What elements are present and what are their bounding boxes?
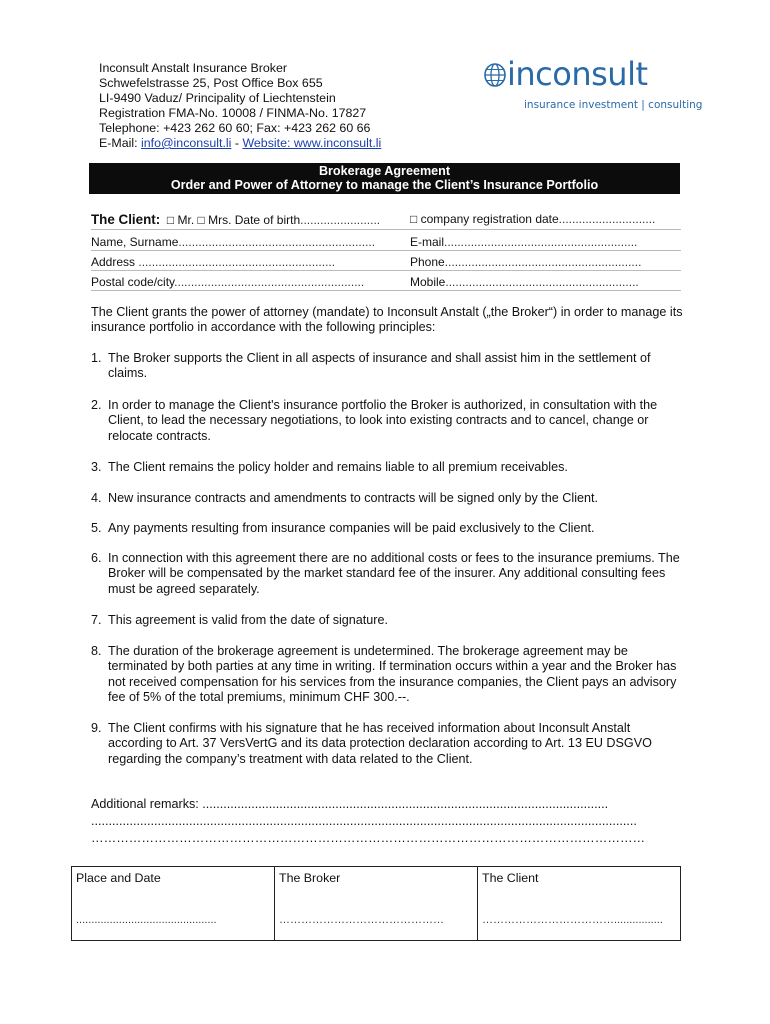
banner-title: Brokerage Agreement <box>318 164 451 178</box>
principle-item: 1. The Broker supports the Client in all aspects of insurance and shall assist him in the settlement of claims. <box>91 351 651 381</box>
client-label: The Client <box>91 212 156 227</box>
email-link[interactable]: info@inconsult.li <box>141 136 232 150</box>
signature-table <box>71 866 681 941</box>
phone-field[interactable]: ........................................................... <box>444 255 642 269</box>
name-row: Name, Surname........................................................... E-mail.......................................................... <box>91 235 638 249</box>
mrs-checkbox[interactable]: □ <box>197 213 205 227</box>
place-date-field[interactable]: .............................................. <box>76 914 217 926</box>
address-line: Schwefelstrasse 25, Post Office Box 655 <box>99 76 323 90</box>
broker-address-block <box>99 61 381 151</box>
principle-item: 7. This agreement is valid from the date of signature. <box>91 613 389 627</box>
mr-checkbox[interactable]: □ <box>163 213 175 227</box>
mobile-field[interactable]: .......................................................... <box>445 275 639 289</box>
email-field[interactable]: .......................................................... <box>444 235 638 249</box>
principle-item: 5. Any payments resulting from insurance companies will be paid exclusively to the Client. <box>91 521 595 535</box>
principle-item: 6. In connection with this agreement there are no additional costs or fees to the insurance premiums. The Broker will be compensated by the market standard fee of the insurer. Any additional consulting fees must be agreed separately. <box>91 551 680 596</box>
divider <box>91 270 681 271</box>
principle-item: 2. In order to manage the Client's insurance portfolio the Broker is authorized, in consultation with the Client, to lead the necessary negotiations, to look into existing contracts and to cancel, change or relocate contracts. <box>91 398 658 443</box>
contact-line: E-Mail: info@inconsult.li - Website: www.inconsult.li <box>99 136 382 150</box>
principle-item: 9. The Client confirms with his signature that he has received information about Inconsult Anstalt according to Art. 37 VersVertG and its data protection declaration according to Art. 13 EU DSGVO regarding the company’s treatment with data related to the Client. <box>91 721 652 766</box>
website-link[interactable]: Website: www.inconsult.li <box>242 136 382 150</box>
principle-item: 4. New insurance contracts and amendments to contracts will be signed only by the Client. <box>91 491 599 505</box>
postal-field[interactable]: ......................................................... <box>174 275 365 289</box>
dob-field[interactable]: ........................ <box>300 213 381 227</box>
intro-paragraph: The Client grants the power of attorney (mandate) to Inconsult Anstalt („the Broker“) in order to manage its insurance portfolio in accordance with the following principles: <box>91 305 683 335</box>
agreement-body <box>91 305 686 766</box>
globe-icon <box>484 63 506 87</box>
banner-subtitle: Order and Power of Attorney to manage the Client’s Insurance Portfolio <box>170 178 599 192</box>
client-row: The Client: □ Mr. □ Mrs. Date of birth........................ □ company registration date............................. <box>91 212 656 227</box>
inconsult-logo <box>484 55 703 115</box>
address-line: Inconsult Anstalt Insurance Broker <box>99 61 288 75</box>
address-line: LI-9490 Vaduz/ Principality of Liechtenstein <box>99 91 336 105</box>
divider <box>91 290 681 291</box>
principle-item: 3. The Client remains the policy holder and remains liable to all premium receivables. <box>91 460 568 474</box>
agreement-title-banner <box>89 163 680 194</box>
address-line: Telephone: +423 262 60 60; Fax: +423 262 60 66 <box>99 121 371 135</box>
name-field[interactable]: ........................................................... <box>178 235 376 249</box>
principle-item: 8. The duration of the brokerage agreement is undetermined. The brokerage agreement may be terminated by both parties at any time in writing. If termination occurs within a year and the Broker has not received compensation for his services from the insurance companies, the Client pays an advisory fee of 5% of the total premiums, minimum CHF 300.--. <box>91 644 677 705</box>
client-signature-field[interactable]: ………………………………................ <box>482 914 663 926</box>
address-line: Registration FMA-No. 10008 / FINMA-No. 17827 <box>99 106 367 120</box>
remarks-field[interactable]: ............................................................................................................................................................ <box>91 814 637 828</box>
company-date-field[interactable]: ............................. <box>558 212 656 226</box>
divider <box>91 250 681 251</box>
broker-signature-field[interactable]: ……………………………………… <box>279 914 444 926</box>
client-signature-cell: The Client ………………………………................ <box>478 867 681 941</box>
remarks-field[interactable]: .................................................................................................................... <box>202 797 609 811</box>
additional-remarks <box>91 796 681 847</box>
logo-tagline: insurance investment | consulting <box>524 99 703 111</box>
remarks-label: Additional remarks: <box>91 797 203 811</box>
postal-row: Postal code/city......................................................... Mobile.......................................................... <box>91 275 639 289</box>
remarks-field[interactable]: …………………………………………………………………………………………………………………… <box>91 831 646 845</box>
place-date-cell: Place and Date .............................................. <box>72 867 275 941</box>
address-field[interactable]: ........................................................... <box>135 255 336 269</box>
logo-wordmark: inconsult <box>507 55 648 93</box>
address-row: Address ........................................................... Phone........................................................... <box>91 255 642 269</box>
divider <box>91 229 681 230</box>
company-checkbox[interactable]: □ <box>410 212 418 226</box>
broker-signature-cell: The Broker ……………………………………… <box>275 867 478 941</box>
